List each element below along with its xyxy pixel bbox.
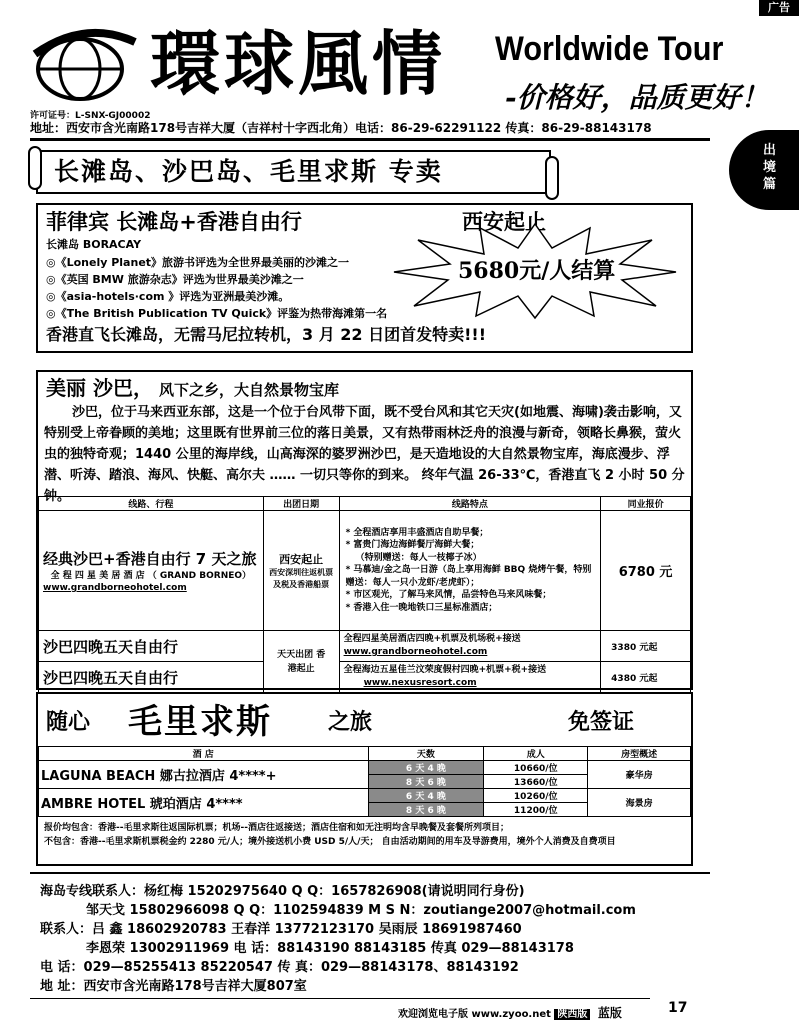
route-features [339,511,601,631]
ad-tag: 广告 [759,0,799,16]
hotel-room: 豪华房 [588,761,691,789]
contact-line: 李恩荣 13002911969 电 话：88143190 88143185 传真 029—88143178 [86,941,574,956]
boracay-bullet: ◎《Lonely Planet》旅游书评选为全世界最美丽的沙滩之一 [46,256,350,269]
footer [398,1004,622,1021]
route-name: 沙巴四晚五天自由行 [39,662,264,693]
sabah-title-sub: 风下之乡，大自然景物宝库 [158,381,339,399]
feature-item: * 市区观光，了解马来风情，品尝特色马来风味餐； [345,590,552,601]
footer-text[interactable]: 欢迎浏览电子版 www.zyoo.net [398,1009,551,1020]
brand-english: Worldwide Tour [495,30,724,68]
section-tab [729,130,799,210]
sabah-routes-table [38,496,691,693]
permit-number: 许可证号：L-SNX-GJ00002 [30,111,151,121]
hotel-price: 10260/位 [484,789,588,803]
table-header: 同业报价 [601,497,691,511]
page-number: 17 [668,1000,688,1016]
boracay-bullet: ◎《asia-hotels·com 》评选为亚洲最美沙滩。 [46,290,290,303]
mauritius-title-a: 随心 [46,710,91,735]
banner-title: 长滩岛、沙巴岛、毛里求斯 专卖 [54,157,443,186]
feature-item: * 富贵门海边海鲜餐厅海鲜大餐； [345,540,480,551]
hotel-days: 6 天 4 晚 [368,761,484,775]
route-cell [39,511,264,631]
route-price: 3380 元起 [601,631,691,662]
slogan: -价格好，品质更好！ [505,81,769,114]
route-url[interactable]: www.nexusresort.com [363,678,477,688]
mauritius-title: 毛里求斯 [128,702,272,742]
edition-badge: 陕西版 [554,1009,590,1020]
route-date-cell [263,511,339,631]
contact-line: 联系人：吕 鑫 18602920783 王春洋 13772123170 吴雨辰 18691987460 [40,922,522,937]
edition-label: 蓝版 [597,1006,622,1020]
boracay-flight-note: 香港直飞长滩岛，无需马尼拉转机，3 月 22 日团首发特卖!!! [46,325,487,344]
globe-logo-icon [30,24,140,104]
divider [30,872,710,874]
feature-item: * 香港入住一晚地铁口三星标准酒店； [345,602,498,613]
mauritius-title-c: 之旅 [328,710,373,735]
route-date: 天天出团 香港起止 [263,631,339,693]
boracay-bullet: ◎《The British Publication TV Quick》评鉴为热带海滩第一名 [46,307,388,320]
contact-line: 邹天戈 15802966098 Q Q：1102594839 M S N：zoutiange2007@hotmail.com [86,903,636,918]
table-header: 线路特点 [339,497,601,511]
table-header: 成人 [484,747,588,761]
feature-item: 全程海边五星佳兰汶荣度假村四晚+机票+税+接送 [343,665,547,675]
sabah-title-main: 美丽 沙巴， [46,376,153,400]
table-header: 天数 [368,747,484,761]
feature-item: （特别赠送：每人一枝椰子冰） [355,552,482,563]
route-price: 6780 元 [601,511,691,631]
route-features [339,662,601,693]
route-url[interactable]: www.grandborneohotel.com [43,583,187,593]
table-header: 出团日期 [263,497,339,511]
section-tab-label: 出境篇 [763,143,777,192]
scroll-curl-right [545,156,559,200]
contact-line: 地 址：西安市含光南路178号吉祥大厦807室 [40,979,307,994]
hotel-name: AMBRE HOTEL 琥珀酒店 4**** [39,789,369,817]
hotel-price: 10660/位 [484,761,588,775]
feature-item: * 全程酒店享用丰盛酒店自助早餐； [345,527,489,538]
brand-title: 環球風情 [150,22,446,105]
boracay-price: 5680元/人结算 [458,258,616,284]
route-name: 沙巴四晚五天自由行 [39,631,264,662]
price-includes: 报价均包含：香港--毛里求斯往返国际机票；机场--酒店往返接送；酒店住宿和如无注明均含早晚餐及套餐所列项目； [44,823,509,833]
scroll-curl-left [28,146,42,190]
feature-item: 全程四星美居酒店四晚+机票及机场税+接送 [343,634,521,644]
contact-line: 海岛专线联系人：杨红梅 15202975640 Q Q：1657826908(请说明同行身份) [40,884,525,899]
hotel-days: 8 天 6 晚 [368,775,484,789]
boracay-bullet: ◎《英国 BMW 旅游杂志》评选为世界最美沙滩之一 [46,273,304,286]
sabah-description: 沙巴，位于马来西亚东部，这是一个位于台风带下面，既不受台风和其它天灾(如地震、海啸)袭击影响，又特别受上帝眷顾的美地；这里既有世界前三位的落日美景，又有热带雨林泛舟的浪漫与新奇，领略长鼻猴，萤火虫的独特奇观；1440 公里的海岸线，山高海深的婆罗洲沙巴，是天造地设的大自然景物宝库，海底漫步、浮潜、听涛、踏浪、海风、快艇、高尔夫 …… 一切只等你的到来。 终年气温 26-33℃，香港直飞 2 小时 50 分钟。 [44,405,685,504]
hotel-days: 6 天 4 晚 [368,789,484,803]
route-date-note: 西安深圳往返机票及税及香港船票 [269,567,334,589]
sabah-title [46,372,339,401]
route-url[interactable]: www.grandborneohotel.com [343,647,488,657]
feature-item: * 马慕迪/金之岛一日游（岛上享用海鲜 BBQ 烧烤午餐，特别赠送：每人一只小龙虾/老虎虾）； [345,565,592,588]
route-price: 4380 元起 [601,662,691,693]
route-hotel: 全 程 四 星 美 居 酒 店 （ GRAND BORNEO） [50,571,252,581]
price-excludes: 不包含：香港--毛里求斯机票税金约 2280 元/人；境外接送机小费 USD 5/人/天； 自由活动期间的用车及导游费用，境外个人消费及自费项目 [44,837,616,847]
boracay-sub: 长滩岛 BORACAY [46,238,142,251]
route-features [339,631,601,662]
hotel-name: LAGUNA BEACH 娜古拉酒店 4****+ [39,761,369,789]
footer-divider [30,998,650,999]
route-name: 经典沙巴+香港自由行 7 天之旅 [43,550,257,568]
hotel-room: 海景房 [588,789,691,817]
table-header: 线路、行程 [39,497,264,511]
company-address: 地址：西安市含光南路178号吉祥大厦（吉祥村十字西北角）电话：86-29-62291122 传真：86-29-88143178 [30,119,710,141]
route-date: 西安起止 [279,552,324,566]
table-header: 酒 店 [39,747,369,761]
table-header: 房型概述 [588,747,691,761]
mauritius-hotels-table [38,746,691,817]
boracay-origin: 西安起止 [462,210,546,234]
visa-free-label: 免签证 [568,710,635,735]
hotel-days: 8 天 6 晚 [368,803,484,817]
contact-line: 电 话：029—85255413 85220547 传 真：029—88143178、88143192 [40,960,519,975]
boracay-title: 菲律宾 长滩岛+香港自由行 [46,210,302,234]
hotel-price: 11200/位 [484,803,588,817]
hotel-price: 13660/位 [484,775,588,789]
